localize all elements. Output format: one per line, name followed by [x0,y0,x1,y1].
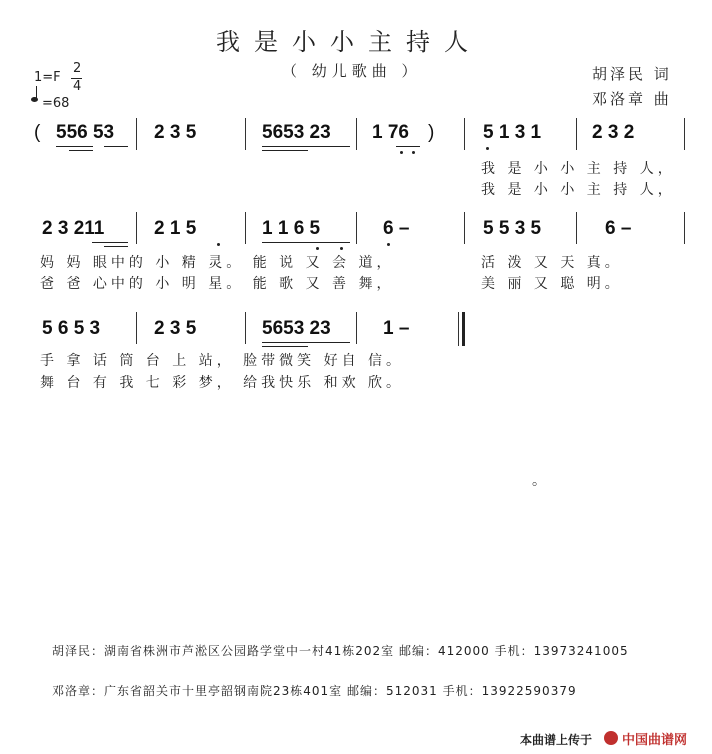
note-group: 5653 23 [262,122,331,143]
quarter-note-head-icon [31,97,38,102]
note-group: 1 1 6 5 [262,218,321,239]
footer-contact-composer: 邓洛章：广东省韶关市十里亭韶钢南院23栋401室 邮编：512031 手机：13922590379 [52,684,577,698]
barline [245,312,246,344]
footer-contact-lyricist: 胡泽民：湖南省株洲市芦淞区公园路学堂中一村41栋202室 邮编：412000 手机：13973241005 [52,644,629,658]
lyric-line-2: 舞 台 有 我 七 彩 梦， 给我快乐 和欢 欣。 [40,375,405,391]
composer-credit: 邓洛章 曲 [592,90,672,108]
lyric-line-1: 我 是 小 小 主 持 人， [481,161,676,177]
note-group: 5 1 3 1 [483,122,542,143]
note-group: 1 76 [372,122,409,143]
barline [576,212,577,244]
lyric-line-1-end: 活 泼 又 天 真。 [481,255,623,271]
barline [136,212,137,244]
stray-mark: 。 [532,473,546,489]
song-subtitle: （ 幼儿歌曲 ） [282,62,422,80]
key-signature: 1=F [34,70,61,85]
note-group: 5 5 3 5 [483,218,542,239]
barline [684,118,685,150]
note-group: 2 3 2 [592,122,635,143]
final-barline-thin [458,312,459,346]
barline [136,312,137,344]
note-group: 2 3 211 [42,218,105,239]
barline [245,212,246,244]
tempo-mark: =68 [42,96,70,111]
time-signature-bottom: 4 [73,79,82,94]
upload-note: 本曲谱上传于 [520,733,593,747]
site-logo-icon [604,731,618,745]
barline [356,212,357,244]
note-group: 1 – [383,318,410,339]
note-group: 2 1 5 [154,218,197,239]
note-group: 6 – [605,218,632,239]
barline [464,118,465,150]
lyric-line-2-end: 美 丽 又 聪 明。 [481,276,623,292]
final-barline-thick [462,312,465,346]
site-logo-text[interactable]: 中国曲谱网 [622,733,688,748]
lyric-line-2: 爸 爸 心中的 小 明 星。 能 歌 又 善 舞， [40,276,395,292]
barline [356,312,357,344]
barline [576,118,577,150]
song-title: 我是小小主持人 [216,28,482,56]
note-group: 2 3 5 [154,122,197,143]
barline [684,212,685,244]
time-signature-top: 2 [73,61,82,76]
note-group: ( [34,122,41,143]
note-group: ) [428,122,435,143]
note-group: 2 3 5 [154,318,197,339]
note-group: 556 53 [56,122,115,143]
lyric-line-1: 手 拿 话 筒 台 上 站， 脸带微笑 好自 信。 [40,353,405,369]
barline [245,118,246,150]
barline [464,212,465,244]
lyric-line-2: 我 是 小 小 主 持 人， [481,182,676,198]
note-group: 6 – [383,218,410,239]
note-group: 5 6 5 3 [42,318,101,339]
lyric-line-1: 妈 妈 眼中的 小 精 灵。 能 说 又 会 道， [40,255,395,271]
barline [356,118,357,150]
barline [136,118,137,150]
note-group: 5653 23 [262,318,331,339]
lyricist-credit: 胡泽民 词 [592,65,672,83]
